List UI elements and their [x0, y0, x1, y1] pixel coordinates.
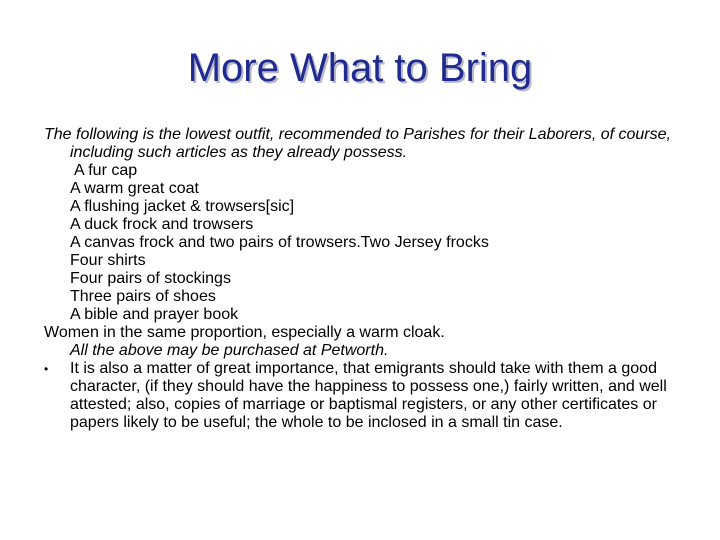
outfit-item: A warm great coat	[70, 180, 199, 197]
outfit-item: Three pairs of shoes	[70, 288, 216, 305]
women-note: Women in the same proportion, especially a warm cloak.	[44, 324, 445, 341]
bullet-text: It is also a matter of great importance, that emigrants should take with them a good character, (if they should have the happiness to possess one,) fairly written, and well attested; also, copies of marriage or baptismal registers, or any other certificates or papers likely to be useful; the whole to be inclosed in a small tin case.	[70, 360, 667, 431]
outfit-list	[44, 162, 684, 324]
outfit-item: A fur cap	[74, 162, 138, 179]
bullet-icon: •	[44, 362, 49, 376]
outfit-item: A bible and prayer book	[70, 306, 239, 323]
outfit-item: A duck frock and trowsers	[70, 216, 254, 233]
slide-title: More What to Bring	[187, 46, 533, 90]
outfit-item: Four shirts	[70, 252, 146, 269]
outfit-item: A flushing jacket & trowsers[sic]	[70, 198, 295, 215]
slide-body	[44, 126, 684, 432]
purchase-note: All the above may be purchased at Petworth.	[70, 342, 389, 359]
outfit-item: Four pairs of stockings	[70, 270, 231, 287]
bullet-paragraph	[44, 360, 684, 432]
outfit-item: A canvas frock and two pairs of trowsers.Two Jersey frocks	[70, 234, 489, 251]
intro-paragraph: The following is the lowest outfit, recommended to Parishes for their Laborers, of course, including such articles as they already possess.	[44, 126, 671, 161]
